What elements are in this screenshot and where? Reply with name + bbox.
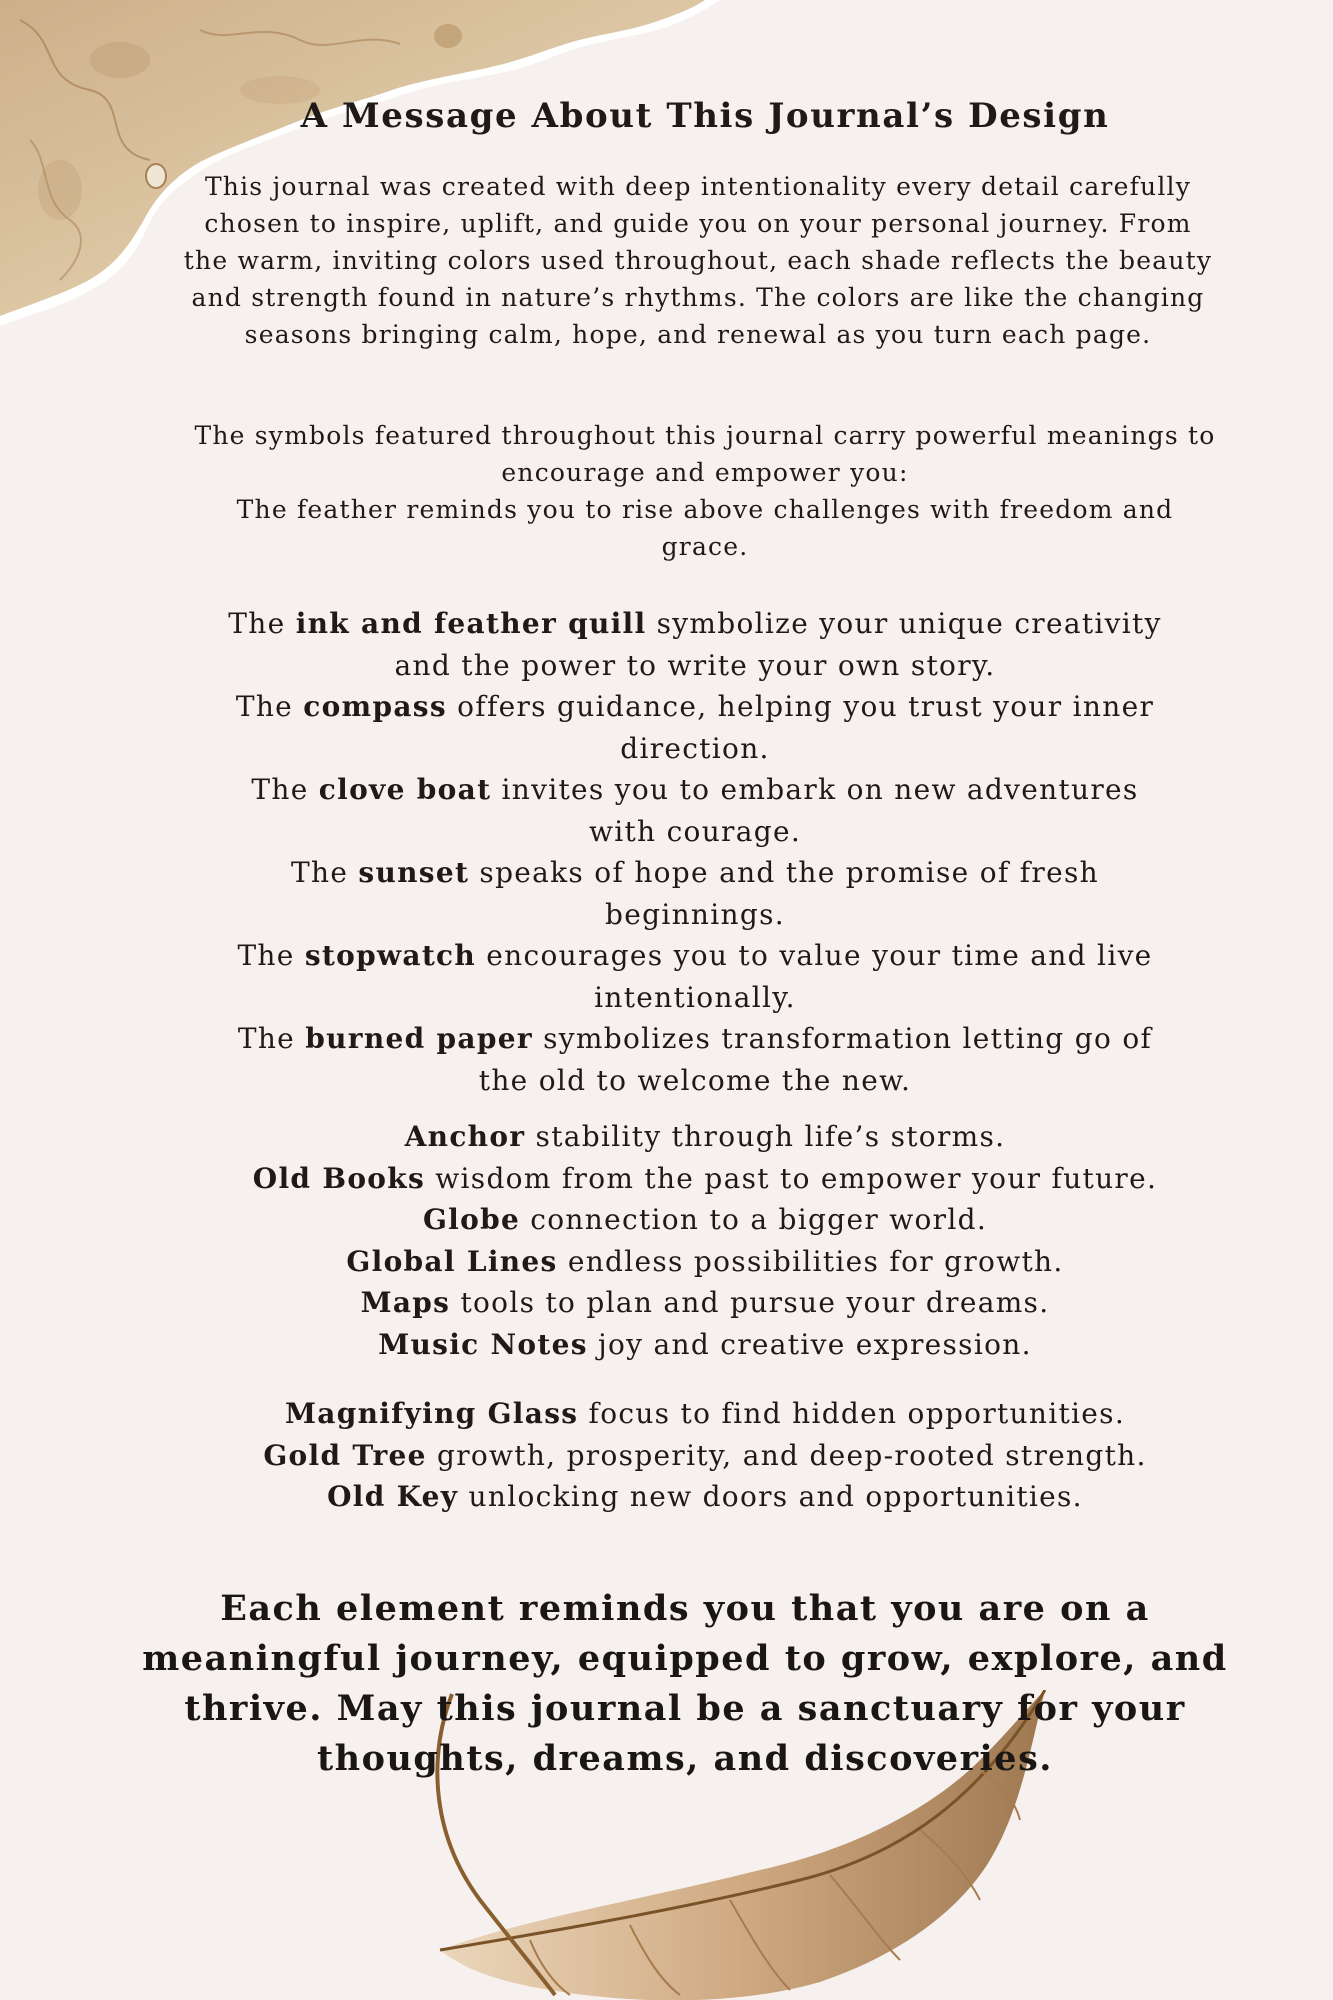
icon-name: Magnifying Glass <box>284 1397 579 1430</box>
symbol-meaning: invites you to embark on new adventures with courage. <box>491 773 1139 848</box>
symbol-meaning: symbolize your unique creativity and the power to write your own story. <box>394 607 1162 682</box>
list-item <box>190 1158 1220 1200</box>
symbol-name: compass <box>303 690 447 723</box>
icon-meaning: endless possibilities for growth. <box>557 1244 1064 1278</box>
icon-meaning: stability through life’s storms. <box>525 1120 1006 1153</box>
list-item <box>215 852 1175 935</box>
icon-name: Music Notes <box>378 1327 588 1361</box>
list-item <box>190 1435 1220 1477</box>
icon-name: Old Books <box>252 1161 426 1195</box>
icon-name: Globe <box>422 1203 521 1236</box>
list-item <box>215 769 1175 852</box>
icon-meaning: connection to a bigger world. <box>520 1203 988 1236</box>
symbol-name: clove boat <box>318 773 492 806</box>
icon-meaning-list <box>190 1116 1220 1365</box>
symbol-prefix: The <box>237 1022 306 1055</box>
list-item <box>190 1324 1220 1366</box>
list-item <box>190 1393 1220 1435</box>
icon-name: Old Key <box>327 1480 459 1513</box>
icon-name: Global Lines <box>346 1244 558 1278</box>
icon-meaning: wisdom from the past to empower your future. <box>425 1161 1158 1195</box>
list-item <box>215 686 1175 769</box>
list-item <box>190 1282 1220 1324</box>
symbol-name: stopwatch <box>304 939 477 972</box>
list-item <box>190 1476 1220 1518</box>
symbol-name: burned paper <box>305 1022 533 1055</box>
symbol-list <box>215 603 1175 1101</box>
icon-meaning: unlocking new doors and opportunities. <box>458 1480 1083 1513</box>
symbol-prefix: The <box>235 690 304 723</box>
symbols-intro-paragraph <box>190 417 1220 565</box>
feather-meaning-line: The feather reminds you to rise above challenges with freedom and grace. <box>236 495 1174 561</box>
list-item <box>190 1199 1220 1241</box>
list-item <box>190 1116 1220 1158</box>
icon-name: Gold Tree <box>263 1438 427 1472</box>
icon-meaning: focus to find hidden opportunities. <box>578 1397 1126 1430</box>
symbols-intro-line: The symbols featured throughout this journal carry powerful meanings to encourage and empower you: <box>194 421 1216 487</box>
symbol-meaning: encourages you to value your time and live intentionally. <box>476 939 1153 1014</box>
icon-name: Anchor <box>404 1120 526 1153</box>
icon-meaning: growth, prosperity, and deep-rooted strength. <box>426 1438 1147 1472</box>
symbol-meaning: symbolizes transformation letting go of the old to welcome the new. <box>478 1022 1153 1097</box>
page-title: A Message About This Journal’s Design <box>300 96 1110 136</box>
symbol-prefix: The <box>251 773 319 806</box>
closing-paragraph: Each element reminds you that you are on a meaningful journey, equipped to grow, explore, and thrive. May this journal be a sanctuary for your thoughts, dreams, and discoveries. <box>142 1588 1228 1779</box>
symbol-name: sunset <box>358 856 470 889</box>
symbol-prefix: The <box>291 856 359 889</box>
icon-meaning: tools to plan and pursue your dreams. <box>450 1286 1050 1319</box>
symbol-meaning: speaks of hope and the promise of fresh beginnings. <box>469 856 1099 931</box>
symbol-prefix: The <box>228 607 296 640</box>
symbol-name: ink and feather quill <box>295 607 647 640</box>
list-item <box>215 603 1175 686</box>
icon-meaning: joy and creative expression. <box>587 1327 1032 1361</box>
icon-name: Maps <box>360 1286 451 1319</box>
icon-meaning-list-secondary <box>190 1393 1220 1518</box>
symbol-prefix: The <box>237 939 305 972</box>
list-item <box>215 935 1175 1018</box>
list-item <box>215 1018 1175 1101</box>
list-item <box>190 1241 1220 1283</box>
intro-paragraph: This journal was created with deep intentionality every detail carefully chosen to inspire, uplift, and guide you on your personal journey. From the warm, inviting colors used throughout, each shade reflects the beauty and strength found in nature’s rhythms. The colors are like the changing seasons bringing calm, hope, and renewal as you turn each page. <box>183 172 1213 349</box>
symbol-meaning: offers guidance, helping you trust your inner direction. <box>446 690 1155 765</box>
